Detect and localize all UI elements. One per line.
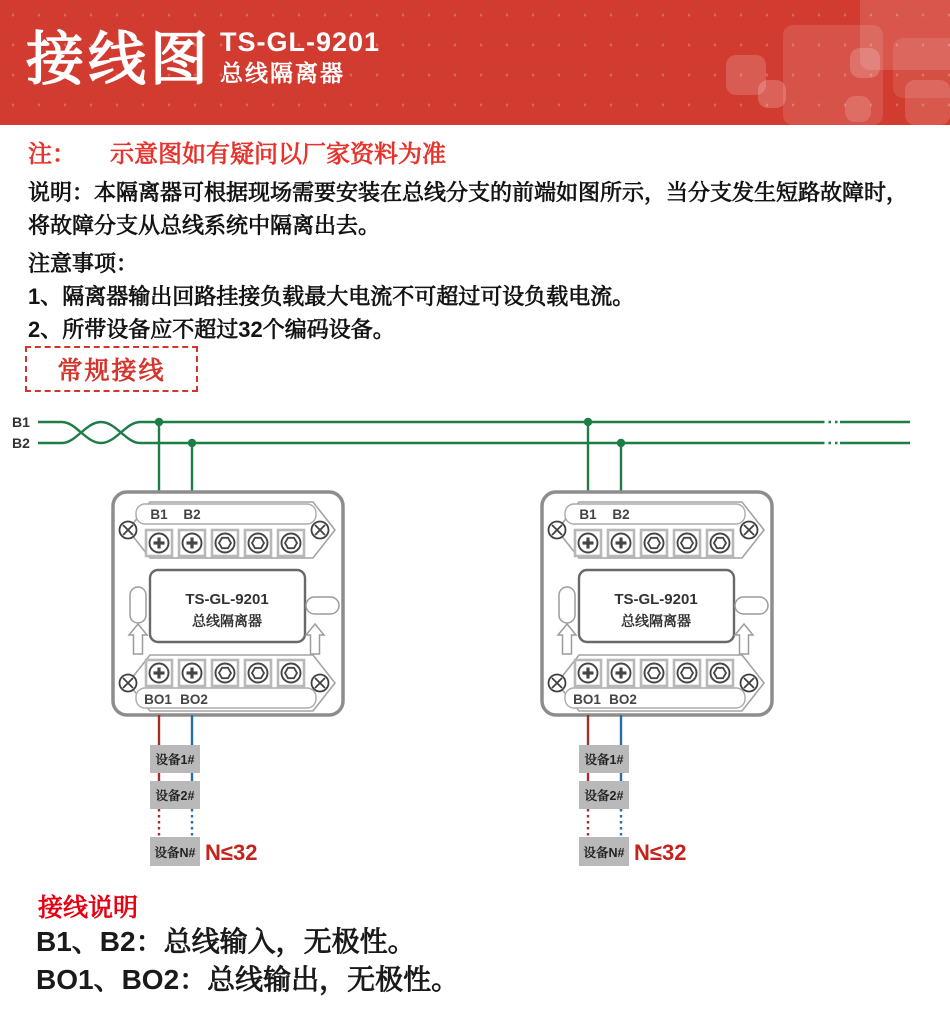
- description-line-1: 说明：本隔离器可根据现场需要安装在总线分支的前端如图所示，当分支发生短路故障时，: [28, 180, 909, 205]
- wiring-notes-line-1: B1、B2：总线输入，无极性。: [36, 926, 416, 957]
- header-banner: [0, 0, 950, 125]
- notice-item-2: 2、所带设备应不超过32个编码设备。: [28, 317, 395, 342]
- terminal-label-b1: B1: [150, 507, 168, 522]
- device-box-label: 设备N#: [583, 846, 625, 860]
- junction-dot: [584, 418, 592, 426]
- note-line: [28, 134, 446, 169]
- bus-wires: [38, 422, 910, 492]
- device-box-label: 设备N#: [154, 846, 196, 860]
- device-chain-1: [150, 715, 257, 866]
- terminal-label-bo2: BO2: [180, 692, 208, 707]
- note-text: 示意图如有疑问以厂家资料为准: [110, 141, 446, 168]
- product-model: TS-GL-9201: [220, 27, 381, 57]
- product-name: 总线隔离器: [220, 60, 345, 86]
- bus-wire-b2: [38, 422, 822, 443]
- bus-branch-drops: [159, 422, 621, 492]
- terminal-label-bo1: BO1: [573, 692, 601, 707]
- terminal-label-b2: B2: [612, 507, 630, 522]
- terminal-label-b1: B1: [579, 507, 597, 522]
- bus-wire-break: [822, 422, 840, 443]
- deco-square: [758, 80, 786, 108]
- junction-dot: [188, 439, 196, 447]
- device-name-label: 总线隔离器: [192, 613, 262, 629]
- device-box-label: 设备1#: [584, 753, 624, 767]
- device-name-label: 总线隔离器: [621, 613, 691, 629]
- wiring-diagram: [0, 400, 950, 885]
- device-box-label: 设备1#: [155, 753, 195, 767]
- note-prefix: 注：: [28, 141, 76, 168]
- device-limit-label: N≤32: [205, 840, 258, 865]
- notice-item-1: 1、隔离器输出回路挂接负载最大电流不可超过可设负载电流。: [28, 284, 635, 309]
- bus-label-b2: B2: [12, 435, 30, 451]
- header-subtitle-block: [220, 26, 380, 88]
- terminal-label-bo2: BO2: [609, 692, 637, 707]
- wiring-notes-line-2: BO1、BO2：总线输出，无极性。: [36, 964, 460, 995]
- notice-title: 注意事项：: [28, 251, 139, 276]
- isolator-device-2: [542, 492, 772, 715]
- description-line-2: 将故障分支从总线系统中隔离出去。: [28, 213, 381, 238]
- normal-wiring-button[interactable]: 常规接线: [25, 346, 198, 392]
- bus-label-b1: B1: [12, 414, 30, 430]
- device-limit-label: N≤32: [634, 840, 687, 865]
- device-box-label: 设备2#: [584, 789, 624, 803]
- device-chain-2: [579, 715, 686, 866]
- device-model-label: TS-GL-9201: [185, 591, 269, 608]
- wiring-notes-title: 接线说明: [38, 894, 139, 922]
- terminal-label-b2: B2: [183, 507, 201, 522]
- page-title: 接线图: [26, 27, 213, 92]
- bus-wire-b1: [38, 422, 822, 443]
- deco-square: [850, 48, 880, 78]
- terminal-label-bo1: BO1: [144, 692, 172, 707]
- deco-square: [845, 96, 871, 122]
- bus-wire-continuation: [840, 422, 910, 443]
- device-model-label: TS-GL-9201: [614, 591, 698, 608]
- junction-dot: [155, 418, 163, 426]
- isolator-device-1: [113, 492, 343, 715]
- junction-dot: [617, 439, 625, 447]
- device-box-label: 设备2#: [155, 789, 195, 803]
- deco-square: [905, 80, 950, 125]
